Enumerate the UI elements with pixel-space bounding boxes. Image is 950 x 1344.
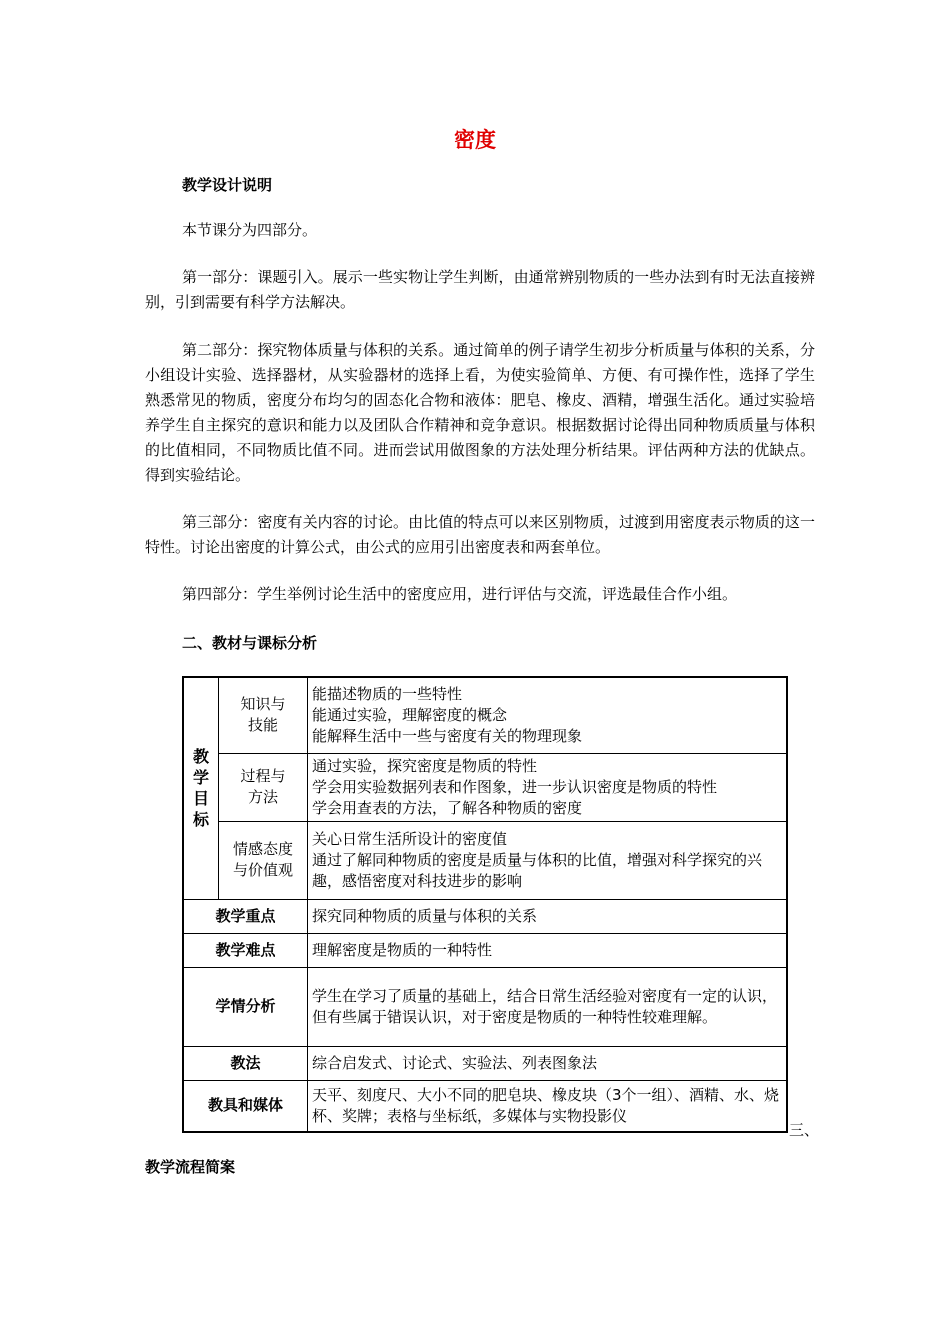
row-content-cell: 探究同种物质的质量与体积的关系 xyxy=(308,899,788,933)
table-row xyxy=(183,933,787,967)
row-label-cell: 教学难点 xyxy=(183,933,308,967)
curriculum-table xyxy=(182,676,788,1133)
goal-category-cell: 情感态度 与价值观 xyxy=(219,821,308,899)
goal-category-cell: 知识与 技能 xyxy=(219,677,308,753)
table-row xyxy=(183,1046,787,1080)
table-row xyxy=(183,821,787,899)
row-content-cell: 学生在学习了质量的基础上，结合日常生活经验对密度有一定的认识，但有些属于错误认识，对于密度是物质的一种特性较难理解。 xyxy=(308,967,788,1046)
table-row xyxy=(183,753,787,821)
table-row xyxy=(183,899,787,933)
row-label-cell: 教法 xyxy=(183,1046,308,1080)
paragraph-part2: 第二部分：探究物体质量与体积的关系。通过简单的例子请学生初步分析质量与体积的关系，分小组设计实验、选择器材，从实验器材的选择上看，为使实验简单、方便、有可操作性，选择了学生熟悉常见的物质，密度分布均匀的固态化合物和液体：肥皂、橡皮、酒精，增强生活化。通过实验培养学生自主探究的意识和能力以及团队合作精神和竞争意识。根据数据讨论得出同种物质质量与体积的比值相同，不同物质比值不同。进而尝试用做图象的方法处理分析结果。评估两种方法的优缺点。得到实验结论。 xyxy=(145,341,815,484)
row-label-cell: 教学重点 xyxy=(183,899,308,933)
goal-content-cell: 关心日常生活所设计的密度值 通过了解同种物质的密度是质量与体积的比值，增强对科学探究的兴趣，感悟密度对科技进步的影响 xyxy=(308,821,788,899)
row-content-cell: 天平、刻度尺、大小不同的肥皂块、橡皮块（3个一组）、酒精、水、烧杯、奖牌；表格与坐标纸，多媒体与实物投影仪 xyxy=(308,1080,788,1132)
paragraph-intro: 本节课分为四部分。 xyxy=(182,221,318,239)
paragraph-part1: 第一部分：课题引入。展示一些实物让学生判断，由通常辨别物质的一些办法到有时无法直接辨别，引到需要有科学方法解决。 xyxy=(145,268,815,311)
section-heading-analysis: 二、教材与课标分析 xyxy=(182,634,318,652)
row-label-cell: 教具和媒体 xyxy=(183,1080,308,1132)
page-title: 密度 xyxy=(454,128,496,152)
paragraph-part4: 第四部分：学生举例讨论生活中的密度应用，进行评估与交流，评选最佳合作小组。 xyxy=(182,585,738,603)
table-row xyxy=(183,967,787,1046)
goal-content-cell: 能描述物质的一些特性 能通过实验，理解密度的概念 能解释生活中一些与密度有关的物理现象 xyxy=(308,677,788,753)
row-label-cell: 学情分析 xyxy=(183,967,308,1046)
section-heading-design: 教学设计说明 xyxy=(182,176,273,194)
table-row xyxy=(183,1080,787,1132)
goal-content-cell: 通过实验，探究密度是物质的特性 学会用实验数据列表和作图象，进一步认识密度是物质的特性 学会用查表的方法，了解各种物质的密度 xyxy=(308,753,788,821)
paragraph-part3: 第三部分：密度有关内容的讨论。由比值的特点可以来区别物质，过渡到用密度表示物质的这一特性。讨论出密度的计算公式，由公式的应用引出密度表和两套单位。 xyxy=(145,513,815,556)
goal-category-cell: 过程与 方法 xyxy=(219,753,308,821)
row-content-cell: 综合启发式、讨论式、实验法、列表图象法 xyxy=(308,1046,788,1080)
row-content-cell: 理解密度是物质的一种特性 xyxy=(308,933,788,967)
section-heading-flow: 教学流程简案 xyxy=(145,1158,236,1176)
goal-label-cell: 教 学 目 标 xyxy=(183,677,219,899)
section-number-three: 三、 xyxy=(789,1121,820,1139)
table-row xyxy=(183,677,787,753)
